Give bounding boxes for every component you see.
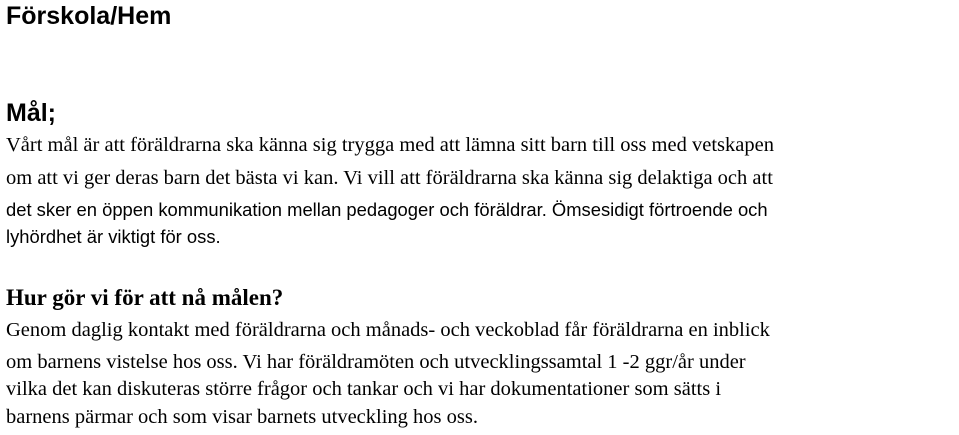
how-line-4: barnens pärmar och som visar barnets utveckling hos oss. [6, 406, 478, 428]
page-title: Förskola/Hem [6, 2, 172, 30]
goal-heading: Mål; [6, 99, 56, 127]
goal-line-4: lyhördhet är viktigt för oss. [6, 226, 221, 247]
how-line-3: vilka det kan diskuteras större frågor och tankar och vi har dokumentationer som sätts i [6, 378, 722, 400]
goal-line-1: Vårt mål är att föräldrarna ska känna sig trygga med att lämna sitt barn till oss med vetskapen [6, 134, 774, 156]
goal-line-3: det sker en öppen kommunikation mellan pedagoger och föräldrar. Ömsesidigt förtroende och [6, 199, 768, 220]
how-heading: Hur gör vi för att nå målen? [6, 285, 284, 310]
goal-line-2: om att vi ger deras barn det bästa vi kan. Vi vill att föräldrarna ska känna sig delaktiga och att [6, 167, 773, 189]
how-line-2: om barnens vistelse hos oss. Vi har föräldramöten och utvecklingssamtal 1 -2 ggr/år under [6, 351, 746, 373]
how-line-1: Genom daglig kontakt med föräldrarna och månads- och veckoblad får föräldrarna en inblick [6, 319, 770, 341]
